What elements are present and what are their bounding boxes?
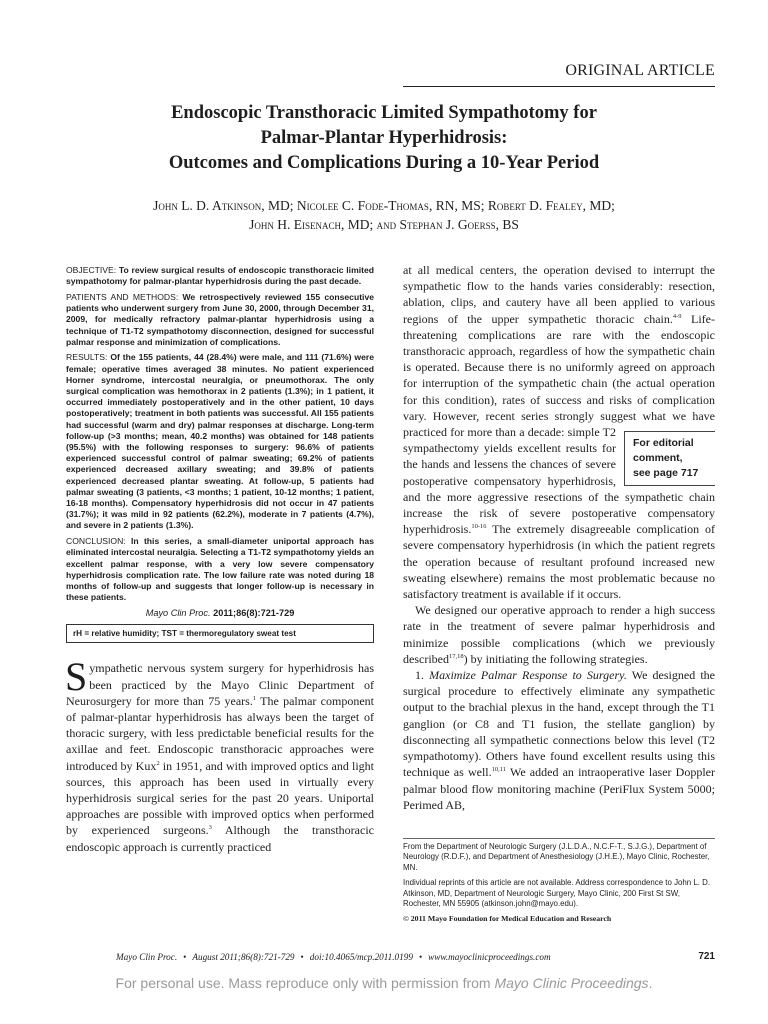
editorial-comment-box[interactable]	[624, 431, 715, 486]
left-column	[66, 265, 374, 855]
intro-paragraph: Sympathetic nervous system surgery for hyperhidrosis has been practiced by the Mayo Clinic Department of Neurosurgery for more than 75 years.$^1$ The palmar component of palmar-plantar hyperhidrosis has always been the target of thoracic surgery, with less predictable beneficial results for the axillae and feet. Endoscopic transthoracic approaches were introduced by Kux$^2$ in 1951, and with improved optics and light sources, this approach has been used in virtually every hyperhidrosis surgical series for the past 20 years. Uniportal approaches are possible with improved optics when performed by experienced surgeons.$^3$ Although the transthoracic endoscopic approach is currently practiced	[65, 654, 374, 854]
abstract-objective: OBJECTIVE: To review surgical results of endoscopic transthoracic limited sympathotomy for palmar-plantar hyperhidrosis during the past decade.	[66, 265, 374, 287]
abstract-methods: PATIENTS AND METHODS: We retrospectively reviewed 155 consecutive patients who underwent surgery from June 30, 2000, through December 31, 2009, for medically refractory palmar-plantar hyperhidrosis using a technique of T1-T2 sympathotomy disconnection, designed for successful palmar response and minimization of complications.	[66, 291, 375, 347]
header-rule	[403, 86, 715, 87]
abstract-citation: Mayo Clin Proc. 2011;86(8):721-729	[145, 608, 295, 619]
body-paragraph: We designed our operative approach to render a high success rate in the treatment of severe palmar hyperhidrosis and minimize possible complications (which we previously described$^{17,18}$) by initiating the following strategies.	[403, 603, 715, 666]
page-number: 721	[698, 951, 715, 962]
editorial-comment-line: see page 717	[633, 467, 699, 480]
reference-link[interactable]: 1	[252, 694, 257, 702]
journal-url-link[interactable]: www.mayoclinicproceedings.com	[428, 952, 551, 962]
editorial-comment-line: For editorial	[633, 437, 694, 450]
doi-link[interactable]: doi:10.4065/mcp.2011.0199	[309, 952, 413, 962]
abstract-results: RESULTS: Of the 155 patients, 44 (28.4%) were male, and 111 (71.6%) were female; operative times averaged 38 minutes. No patient experienced Horner syndrome, intercostal neuralgia, or pneumothorax. The only surgical complication was hemothorax in 2 patients (1.3%); in 1 patient, it occurred immediately postoperatively and in the other patient, 10 days postoperatively; treatment in both patients was successful. All 155 patients had successful (warm and dry) palmar responses at discharge. Long-term follow-up (>3 months; mean, 40.2 months) was obtained for 148 patients (95.5%) with the following responses to surgery: 96.6% of patients experienced successful control of palmar sweating; 69.2% of patients experienced decreased axillary sweating; and 39.8% of patients experienced decreased plantar sweating. At follow-up, 5 patients had palmar sweating (3 patients, <3 months; 1 patient, 10-12 months; 1 patient, 16-18 months). Compensatory hyperhidrosis did not occur in 47 patients (31.7%); it was mild in 92 patients (62.2%), moderate in 7 patients (4.7%), and severe in 2 patients (1.3%).	[66, 352, 375, 531]
article-title	[60, 101, 708, 176]
abstract-conclusion: CONCLUSION: In this series, a small-diameter uniportal approach has eliminated intercostal neuralgia. Selecting a T1-T2 sympathotomy yields an excellent palmar response, with a very low severe compensatory hyperhidrosis complication rate. The low failure rate was noted during 18 months of follow-up and suggests that longer follow-up is necessary in these patients.	[66, 536, 374, 603]
author-list	[60, 196, 708, 234]
article-type-label: ORIGINAL ARTICLE	[565, 62, 715, 79]
editorial-comment-line: comment,	[633, 452, 683, 465]
reference-link[interactable]: 17,18	[448, 652, 464, 660]
title-line-3: Outcomes and Complications During a 10-Year Period	[168, 153, 600, 173]
affiliation-block	[403, 842, 715, 930]
page-footer: Mayo Clin Proc. • August 2011;86(8):721-729 • doi:10.4065/mcp.2011.0199 • www.mayoclinicproceedings.com	[116, 952, 551, 962]
title-line-1: Endoscopic Transthoracic Limited Sympathotomy for	[171, 103, 597, 123]
reference-link[interactable]: 10,11	[491, 766, 507, 774]
abbreviations-box: rH = relative humidity; TST = thermoregulatory sweat test	[66, 624, 374, 643]
right-column	[403, 262, 715, 813]
body-paragraph: 1. Maximize Palmar Response to Surgery. We designed the surgical procedure to effectively eliminate any sympathetic output to the brachial plexus in the hand, except through the T1 ganglion (or C8 and T1 fusion, the stellate ganglion) by disconnecting all sympathetic connections below this level (T2 sympathotomy). Others have found excellent results using this technique as well.$^{10,11}$ We added an intraoperative laser Doppler palmar blood flow monitoring machine (PeriFlux System 5000; Perimed AB,	[403, 668, 716, 812]
reprints-text: Individual reprints of this article are not available. Address correspondence to John L. D. Atkinson, MD, Department of Neurologic Surgery, Mayo Clinic, 200 First St SW, Rochester, MN 55905 (atkinson.john@mayo.edu).	[403, 878, 711, 909]
drop-cap: S	[65, 654, 88, 700]
copyright-text: © 2011 Mayo Foundation for Medical Education and Research	[403, 914, 612, 924]
section-heading: Maximize Palmar Response to Surgery.	[429, 668, 627, 683]
reference-link[interactable]: 10-16	[471, 523, 487, 531]
usage-notice: For personal use. Mass reproduce only with permission from Mayo Clinic Proceedings.	[115, 975, 653, 991]
reference-link[interactable]: 3	[208, 824, 212, 832]
body-paragraph: at all medical centers, the operation devised to interrupt the sympathetic flow to the hands varies considerably: resection, ablation, clips, and cautery have all been applied to various regions of the upper sympathetic thoracic chain.$^{4-9}$ Life-threatening complications are rare with the endoscopic transthoracic approach, regardless of how the sympathetic chain is operated. Because there is no uniformly agreed on approach for interruption of the sympathetic chain (the actual operation for this condition), rates of success and risks of complication vary. However, recent series strongly suggest what we have practiced for more For editorial comment, see page 717 than a decade: simple T2 sympathectomy yields excellent results for the hands and lessens the chances of severe postoperative compensatory hyperhidrosis, and the more aggressive resections of the sympathetic chain increase the risk of severe postoperative compensatory hyperhidrosis.$^{10-16}$ The extremely disagreeable complication of severe compensatory hyperhidrosis (in which the patient regrets the operation because of resultant profound increased new sweating elsewhere) remains the most problematic because no satisfactory treatment is available if it occurs.	[403, 263, 716, 602]
authors-line-2: John H. Eisenach, MD; and Stephan J. Goerss, BS	[249, 217, 519, 232]
title-line-2: Palmar-Plantar Hyperhidrosis:	[260, 128, 508, 148]
reference-link[interactable]: 2	[156, 759, 160, 767]
affiliation-rule	[403, 838, 715, 839]
authors-line-1: John L. D. Atkinson, MD; Nicolee C. Fode-Thomas, RN, MS; Robert D. Fealey, MD;	[153, 198, 615, 213]
affiliation-text: From the Department of Neurologic Surgery (J.L.D.A., N.C.F-T., S.J.G.), Department of Neurology (R.D.F.), and Department of Anesthesiology (J.H.E.), Mayo Clinic, Rochester, MN.	[403, 842, 710, 872]
reference-link[interactable]: 4-9	[672, 312, 682, 320]
